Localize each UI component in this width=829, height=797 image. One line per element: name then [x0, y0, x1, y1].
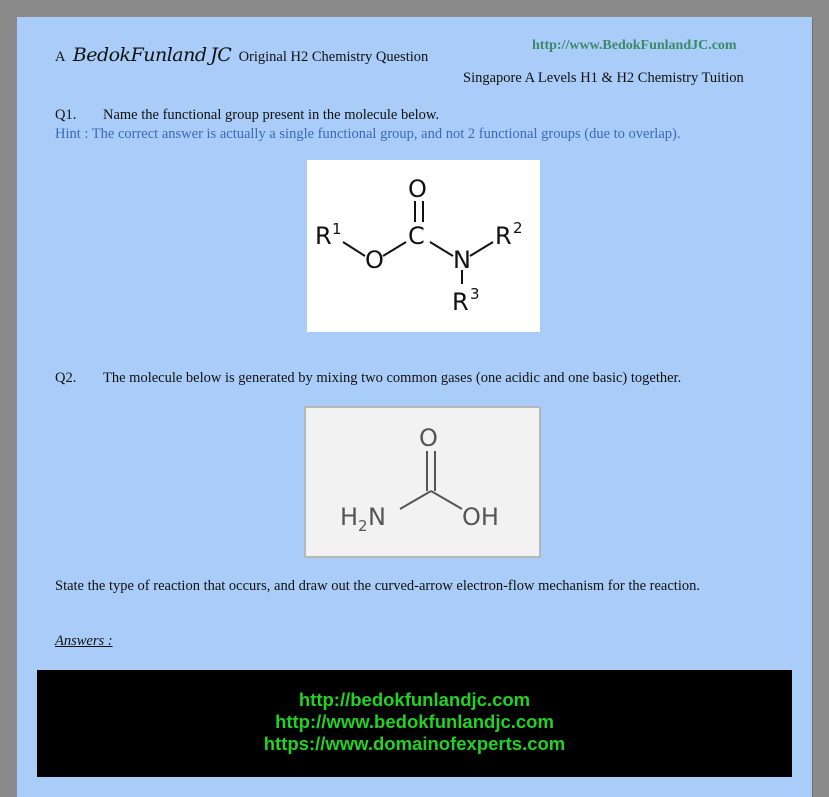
header-url-link[interactable]: http://www.BedokFunlandJC.com	[532, 38, 737, 53]
q2-number: Q2.	[55, 370, 77, 386]
answers-label: Answers :	[55, 633, 113, 649]
header-title-suffix: Original H2 Chemistry Question	[238, 49, 429, 65]
atom-r3-sup: 3	[470, 285, 480, 303]
q2-followup: State the type of reaction that occurs, and draw out the curved-arrow electron-flow mechanism for the reaction.	[55, 578, 700, 594]
q1-hint: Hint : The correct answer is actually a single functional group, and not 2 functional groups (due to overlap).	[55, 126, 681, 142]
q2-text: The molecule below is generated by mixing two common gases (one acidic and one basic) together.	[103, 370, 682, 386]
atom-r2: R	[495, 222, 512, 250]
document-page	[17, 17, 812, 797]
atom-o-double: O	[408, 175, 427, 203]
brand-bedok: Bedok	[72, 44, 131, 66]
atom-r3: R	[452, 288, 469, 316]
atom2-n: N	[368, 503, 386, 531]
footer-link-1[interactable]: http://bedokfunlandjc.com	[298, 689, 531, 710]
header-subtitle: Singapore A Levels H1 & H2 Chemistry Tuition	[463, 70, 744, 86]
atom-r2-sup: 2	[513, 219, 523, 237]
molecule2-bonds	[400, 451, 462, 509]
q1-number: Q1.	[55, 107, 77, 123]
atom-c: C	[408, 222, 425, 250]
atom-r1: R	[315, 222, 332, 250]
header-prefix: A	[55, 49, 66, 65]
atom2-h: H	[340, 503, 359, 531]
header-title	[55, 44, 428, 66]
atom2-oh: OH	[462, 503, 499, 531]
carbamic-acid-structure	[306, 408, 539, 556]
atom2-h-sub: 2	[358, 517, 368, 535]
brand-jc: JC	[210, 44, 232, 66]
brand-funland: Funland	[130, 44, 207, 66]
footer-link-3[interactable]: https://www.domainofexperts.com	[263, 733, 566, 754]
molecule2-image	[304, 406, 541, 558]
footer-banner	[37, 670, 792, 777]
atom2-o-double: O	[419, 424, 438, 452]
molecule1-image	[307, 160, 540, 332]
atom-o-single: O	[365, 246, 384, 274]
atom-n: N	[453, 246, 471, 274]
footer-link-2[interactable]: http://www.bedokfunlandjc.com	[275, 711, 554, 732]
q1-text: Name the functional group present in the molecule below.	[103, 107, 440, 123]
carbamate-structure	[307, 160, 540, 332]
atom-r1-sup: 1	[332, 220, 342, 238]
